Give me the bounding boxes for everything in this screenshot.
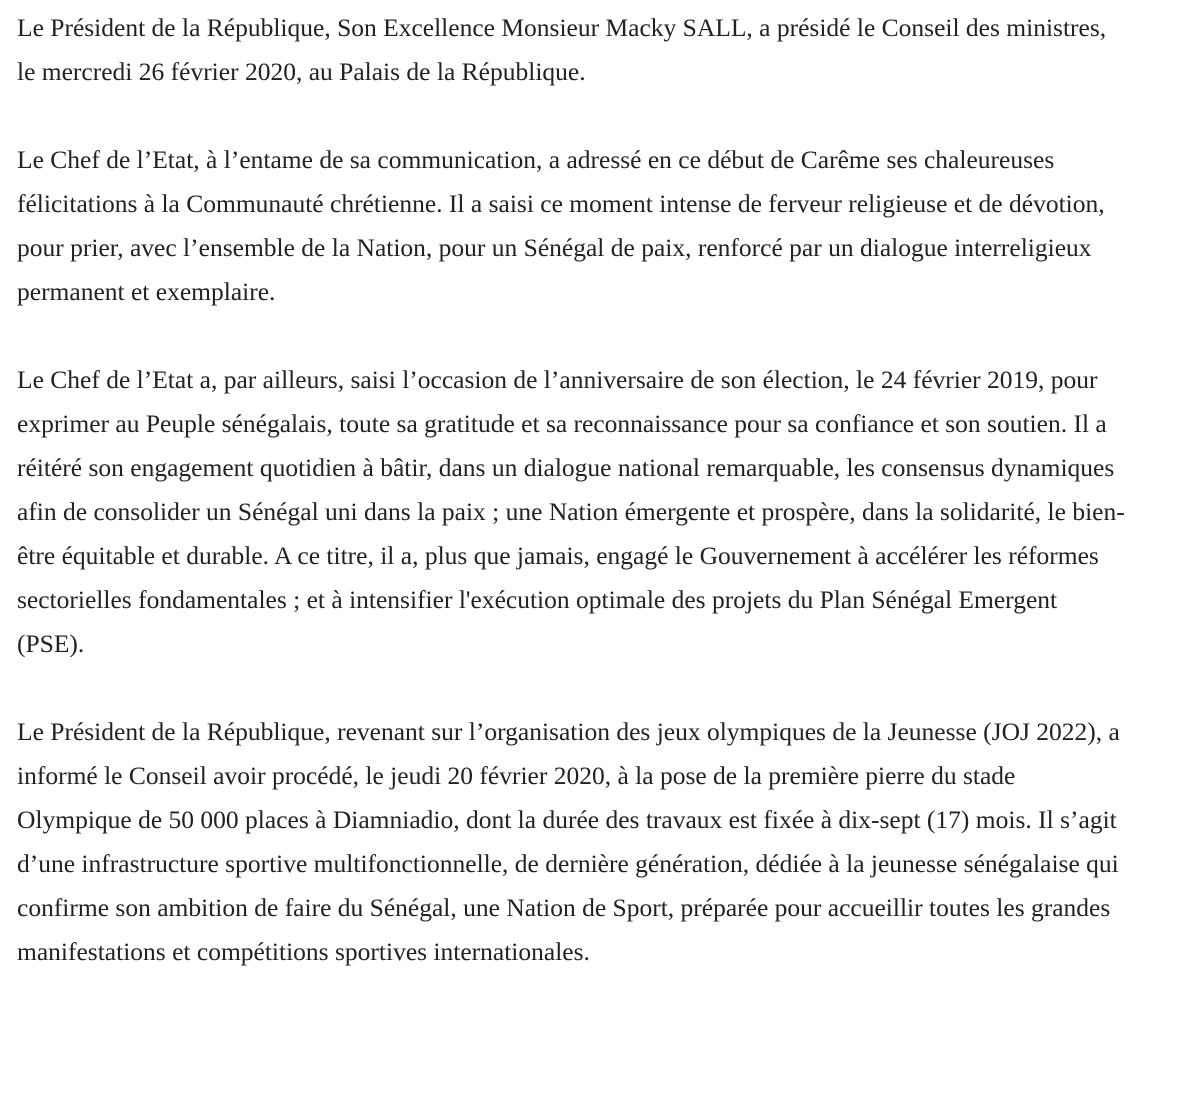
paragraph-anniversary: Le Chef de l’Etat a, par ailleurs, saisi l’occasion de l’anniversaire de son élection, le 24 février 2019, pour exprimer au Peuple sénégalais, toute sa gratitude et sa reconnaissance pour sa confiance et son soutien. Il a réitéré son engagement quotidien à bâtir, dans un dialogue national remarquable, les consensus dynamiques afin de consolider un Sénégal uni dans la paix ; une Nation émergente et prospère, dans la solidarité, le bien-être équitable et durable. A ce titre, il a, plus que jamais, engagé le Gouvernement à accélérer les réformes sectorielles fondamentales ; et à intensifier l'exécution optimale des projets du Plan Sénégal Emergent (PSE). xyxy=(17,365,1125,658)
paragraph-opening: Le Président de la République, Son Excellence Monsieur Macky SALL, a présidé le Conseil des ministres, le mercredi 26 février 2020, au Palais de la République. xyxy=(17,13,1107,86)
article-body xyxy=(17,6,1127,974)
paragraph-joj: Le Président de la République, revenant sur l’organisation des jeux olympiques de la Jeunesse (JOJ 2022), a informé le Conseil avoir procédé, le jeudi 20 février 2020, à la pose de la première pierre du stade Olympique de 50 000 places à Diamniadio, dont la durée des travaux est fixée à dix-sept (17) mois. Il s’agit d’une infrastructure sportive multifonctionnelle, de dernière génération, dédiée à la jeunesse sénégalaise qui confirme son ambition de faire du Sénégal, une Nation de Sport, préparée pour accueillir toutes les grandes manifestations et compétitions sportives internationales. xyxy=(17,717,1120,966)
paragraph-careme: Le Chef de l’Etat, à l’entame de sa communication, a adressé en ce début de Carême ses chaleureuses félicitations à la Communauté chrétienne. Il a saisi ce moment intense de ferveur religieuse et de dévotion, pour prier, avec l’ensemble de la Nation, pour un Sénégal de paix, renforcé par un dialogue interreligieux permanent et exemplaire. xyxy=(17,145,1105,306)
